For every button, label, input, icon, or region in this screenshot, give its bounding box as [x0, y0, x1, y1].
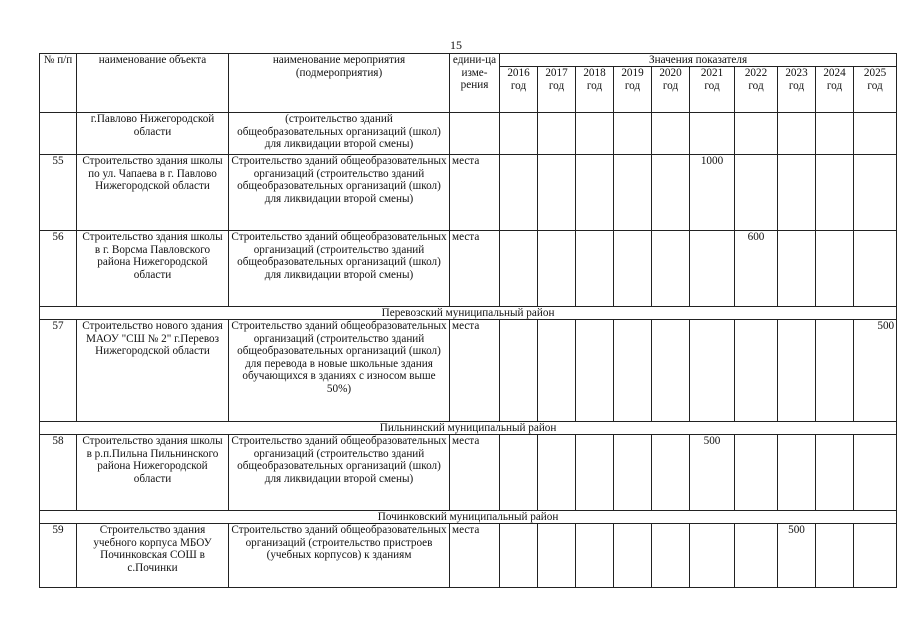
header-num: № п/п [40, 54, 77, 113]
header-year-2025: 2025 год [854, 67, 897, 113]
object-cell: Строительство здания школы в г. Ворсма Павловского района Нижегородской области [77, 231, 229, 307]
object-cell: г.Павлово Нижегородской области [77, 113, 229, 155]
activity-cell: Строительство зданий общеобразовательных организаций (строительство зданий общеобразовательных организаций (школ) для ликвидации второй смены) [229, 155, 450, 231]
table-row [40, 524, 897, 588]
activity-cell: (строительство зданий общеобразовательных организаций (школ) для ликвидации второй смены) [229, 113, 450, 155]
table-row [40, 113, 897, 155]
value-2021: 1000 [690, 155, 735, 231]
table-row [40, 231, 897, 307]
header-year-2017: 2017 год [538, 67, 576, 113]
value-2022: 600 [735, 231, 778, 307]
unit-cell: места [450, 231, 500, 307]
header-activity: наименование мероприятия (подмероприятия) [229, 54, 450, 113]
page-number: 15 [450, 38, 462, 52]
header-unit: едини-ца изме-рения [450, 54, 500, 113]
header-year-2018: 2018 год [576, 67, 614, 113]
header-year-2023: 2023 год [778, 67, 816, 113]
row-number: 58 [40, 435, 77, 511]
activity-cell: Строительство зданий общеобразовательных организаций (строительство зданий общеобразовательных организаций (школ) для перевода в новые школьные здания обучающихся в зданиях с износом выше 50%) [229, 320, 450, 422]
value-2025: 500 [854, 320, 897, 422]
header-object: наименование объекта [77, 54, 229, 113]
activity-cell: Строительство зданий общеобразовательных организаций (строительство зданий общеобразовательных организаций (школ) для ликвидации второй смены) [229, 435, 450, 511]
value-2021: 500 [690, 435, 735, 511]
object-cell: Строительство здания школы по ул. Чапаева в г. Павлово Нижегородской области [77, 155, 229, 231]
table-row [40, 155, 897, 231]
table-row [40, 435, 897, 511]
group-title: Починковский муниципальный район [40, 511, 897, 524]
header-values-title: Значения показателя [500, 54, 897, 67]
header-year-2022: 2022 год [735, 67, 778, 113]
unit-cell: места [450, 155, 500, 231]
group-row [40, 422, 897, 435]
indicator-table [39, 53, 897, 588]
row-number: 55 [40, 155, 77, 231]
row-number: 56 [40, 231, 77, 307]
header-year-2024: 2024 год [816, 67, 854, 113]
unit-cell: места [450, 524, 500, 588]
group-title: Перевозский муниципальный район [40, 307, 897, 320]
value-2023: 500 [778, 524, 816, 588]
group-row [40, 307, 897, 320]
unit-cell: места [450, 435, 500, 511]
header-year-2016: 2016 год [500, 67, 538, 113]
group-row [40, 511, 897, 524]
activity-cell: Строительство зданий общеобразовательных организаций (строительство пристроев (учебных корпусов) к зданиям [229, 524, 450, 588]
table-header-row [40, 54, 897, 67]
object-cell: Строительство нового здания МАОУ "СШ № 2" г.Перевоз Нижегородской области [77, 320, 229, 422]
header-year-2019: 2019 год [614, 67, 652, 113]
row-number: 57 [40, 320, 77, 422]
object-cell: Строительство здания школы в р.п.Пильна Пильнинского района Нижегородской области [77, 435, 229, 511]
header-year-2020: 2020 год [652, 67, 690, 113]
object-cell: Строительство здания учебного корпуса МБОУ Починковская СОШ в с.Починки [77, 524, 229, 588]
row-number: 59 [40, 524, 77, 588]
table-row [40, 320, 897, 422]
activity-cell: Строительство зданий общеобразовательных организаций (строительство зданий общеобразовательных организаций (школ) для ликвидации второй смены) [229, 231, 450, 307]
header-year-2021: 2021 год [690, 67, 735, 113]
unit-cell: места [450, 320, 500, 422]
group-title: Пильнинский муниципальный район [40, 422, 897, 435]
